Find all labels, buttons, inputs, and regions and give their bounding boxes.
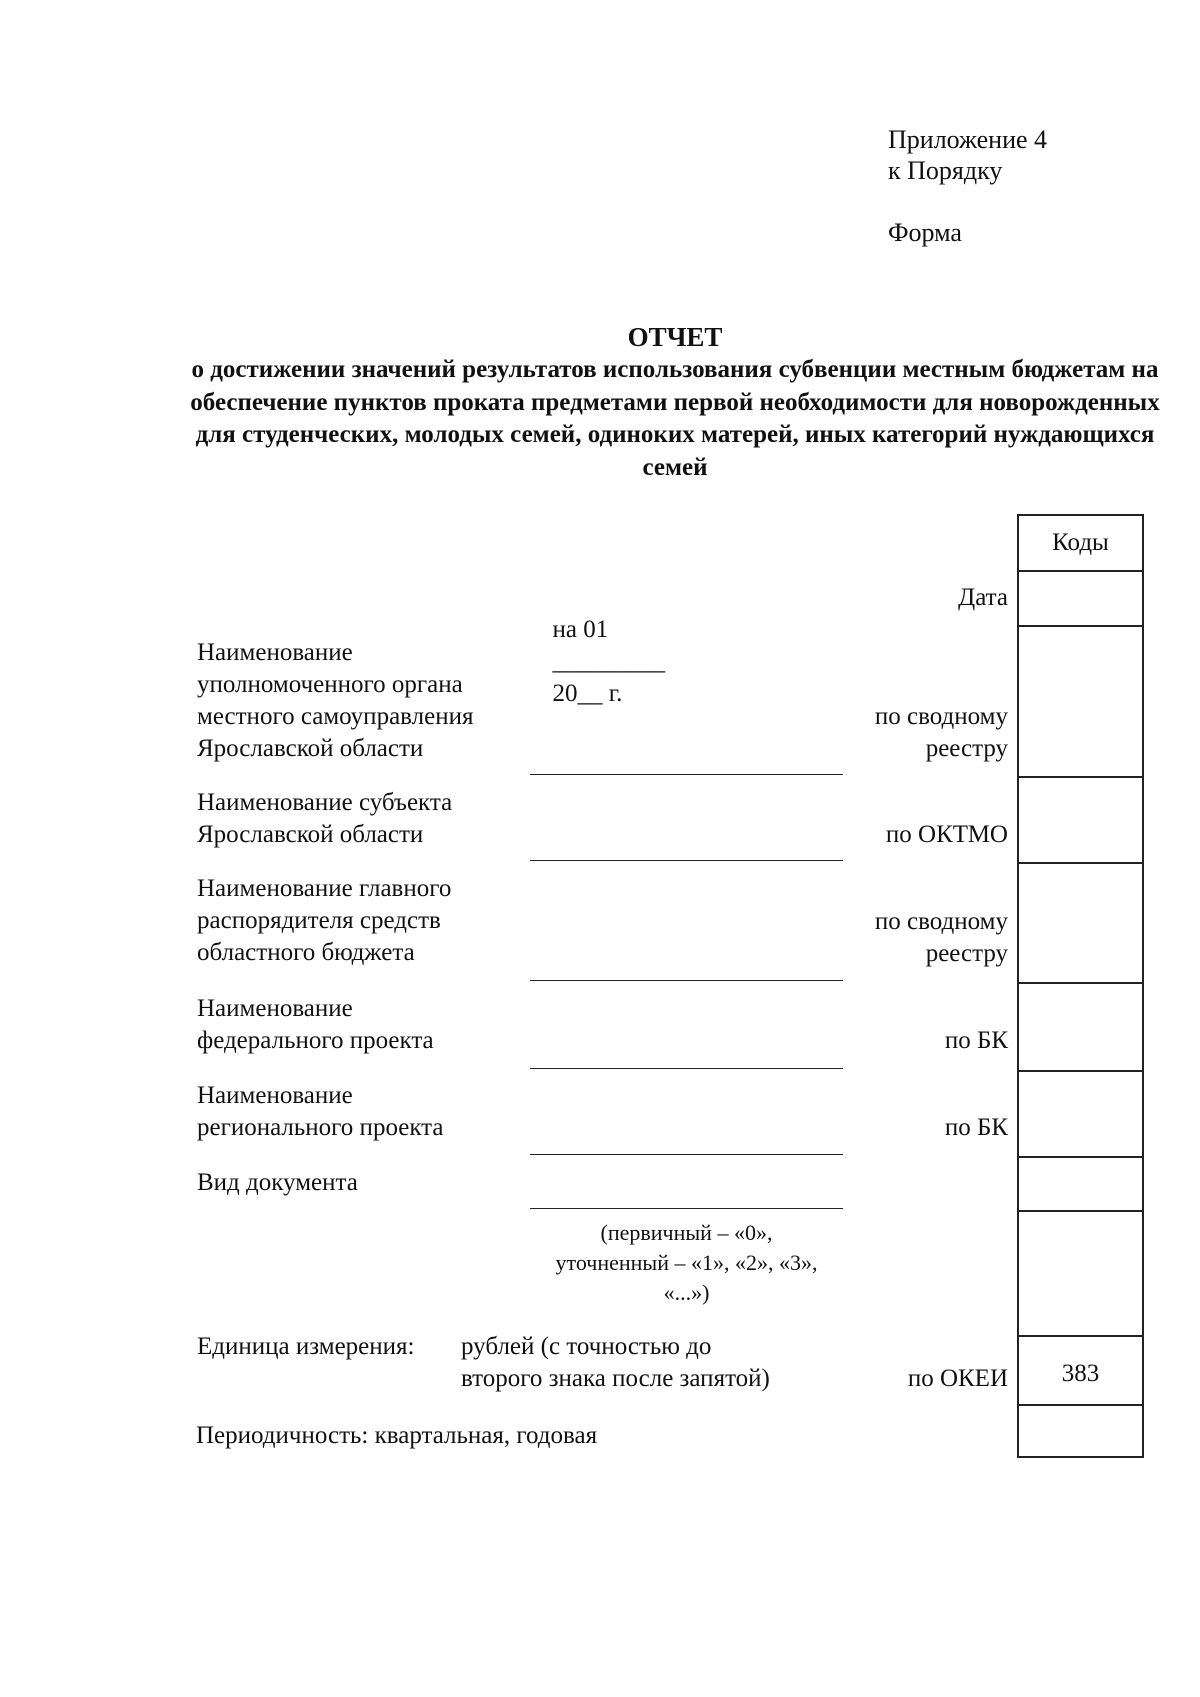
document-type-note: (первичный – «0», уточненный – «1», «2», «3», «...») [555, 1220, 818, 1305]
unit-label: Единица измерения: [197, 1333, 415, 1360]
field-main-manager-code-label: по сводному реестру [874, 908, 1008, 967]
field-authorized-body-code-label: по сводному реестру [874, 703, 1008, 762]
code-cell-okei [1017, 1335, 1144, 1404]
okei-code-label: по ОКЕИ [907, 1365, 1008, 1392]
field-regional-project: Наименование регионального проекта [197, 1082, 444, 1141]
field-authorized-body-line[interactable] [530, 774, 843, 775]
code-cell-registry-2[interactable] [1017, 862, 1144, 982]
field-subject: Наименование субъекта Ярославской области [197, 789, 453, 848]
appendix-reference: к Порядку [888, 156, 1003, 185]
field-regional-project-code-label: по БК [944, 1114, 1008, 1141]
field-federal-project-code-label: по БК [944, 1027, 1008, 1054]
form-label: Форма [888, 218, 962, 247]
report-subtitle: о достижении значений результатов использования субвенции местным бюджетам на обеспечение пунктов проката предметами первой необходимости для новорожденных для студенческих, молодых семей, одиноких матерей, иных категорий нуждающихся семей [190, 356, 1160, 481]
field-document-type: Вид документа [197, 1169, 358, 1196]
field-subject-code-label: по ОКТМО [885, 821, 1008, 848]
appendix-header [888, 124, 1047, 248]
unit-value: рублей (с точностью до второго знака после запятой) [461, 1333, 770, 1392]
code-cell-oktmo[interactable] [1017, 776, 1144, 862]
okei-code-value: 383 [1061, 1360, 1100, 1387]
periodicity: Периодичность: квартальная, годовая [196, 1422, 598, 1449]
code-cell-periodicity[interactable] [1017, 1404, 1144, 1458]
field-federal-project-line[interactable] [530, 1068, 843, 1069]
date-code-label: Дата [958, 584, 1008, 611]
date-blank[interactable]: _________ [552, 648, 665, 675]
code-cell-doc-type[interactable] [1017, 1156, 1144, 1210]
field-subject-line[interactable] [530, 860, 843, 861]
appendix-number: Приложение 4 [888, 125, 1048, 154]
codes-header-cell [1017, 514, 1144, 570]
code-cell-bk-2[interactable] [1017, 1070, 1144, 1156]
field-document-type-line[interactable] [530, 1208, 843, 1209]
field-authorized-body: Наименование уполномоченного органа местного самоуправления Ярославской области [197, 639, 474, 762]
report-title: ОТЧЕТ [627, 322, 723, 352]
date-row [540, 582, 665, 710]
code-cell-registry-1[interactable] [1017, 625, 1144, 776]
report-title-block [150, 320, 1200, 484]
date-prefix: на 01 [552, 616, 609, 643]
field-main-manager: Наименование главного распорядителя средств областного бюджета [197, 875, 452, 966]
date-year[interactable]: 20__ г. [552, 680, 623, 707]
field-regional-project-line[interactable] [530, 1154, 843, 1155]
field-federal-project: Наименование федерального проекта [197, 995, 434, 1054]
field-main-manager-line[interactable] [530, 980, 843, 981]
code-cell-bk-1[interactable] [1017, 982, 1144, 1070]
code-cell-doc-type-extra[interactable] [1017, 1210, 1144, 1335]
code-cell-date[interactable] [1017, 570, 1144, 625]
codes-header: Коды [1052, 529, 1109, 556]
